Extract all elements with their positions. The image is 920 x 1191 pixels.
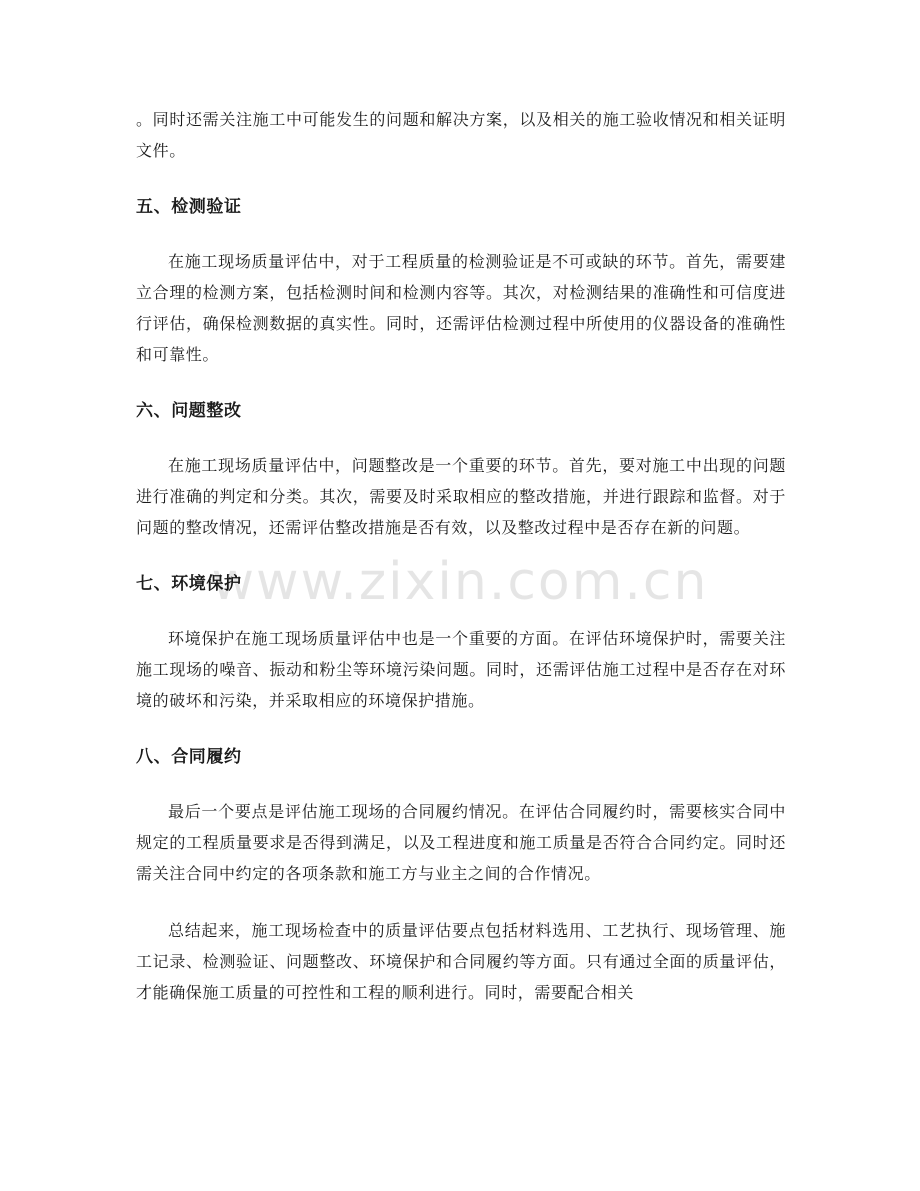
section-paragraph-6: 在施工现场质量评估中，问题整改是一个重要的环节。首先，要对施工中出现的问题进行准确的判定和分类。其次，需要及时采取相应的整改措施，并进行跟踪和监督。对于问题的整改情况，还需评估整改措施是否有效，以及整改过程中是否存在新的问题。 [136, 456, 786, 537]
section-paragraph-7: 环境保护在施工现场质量评估中也是一个重要的方面。在评估环境保护时，需要关注施工现场的噪音、振动和粉尘等环境污染问题。同时，还需评估施工过程中是否存在对环境的破坏和污染，并采取相应的环境保护措施。 [136, 629, 786, 710]
summary-paragraph: 总结起来，施工现场检查中的质量评估要点包括材料选用、工艺执行、现场管理、施工记录、检测验证、问题整改、环境保护和合同履约等方面。只有通过全面的质量评估，才能确保施工质量的可控性和工程的顺利进行。同时，需要配合相关 [136, 921, 786, 1002]
section-heading-8: 八、合同履约 [136, 747, 242, 767]
section-paragraph-8: 最后一个要点是评估施工现场的合同履约情况。在评估合同履约时，需要核实合同中规定的工程质量要求是否得到满足，以及工程进度和施工质量是否符合合同约定。同时还需关注合同中约定的各项条款和施工方与业主之间的合作情况。 [136, 802, 786, 883]
watermark-text: www.zixin.com.cn [211, 552, 709, 612]
document-body [136, 104, 786, 1008]
section-heading-5: 五、检测验证 [136, 197, 242, 217]
intro-paragraph: 。同时还需关注施工中可能发生的问题和解决方案，以及相关的施工验收情况和相关证明文件。 [136, 110, 786, 160]
section-heading-6: 六、问题整改 [136, 401, 242, 421]
section-heading-7: 七、环境保护 [136, 574, 242, 594]
section-paragraph-5: 在施工现场质量评估中，对于工程质量的检测验证是不可或缺的环节。首先，需要建立合理的检测方案，包括检测时间和检测内容等。其次，对检测结果的准确性和可信度进行评估，确保检测数据的真实性。同时，还需评估检测过程中所使用的仪器设备的准确性和可靠性。 [136, 252, 786, 364]
